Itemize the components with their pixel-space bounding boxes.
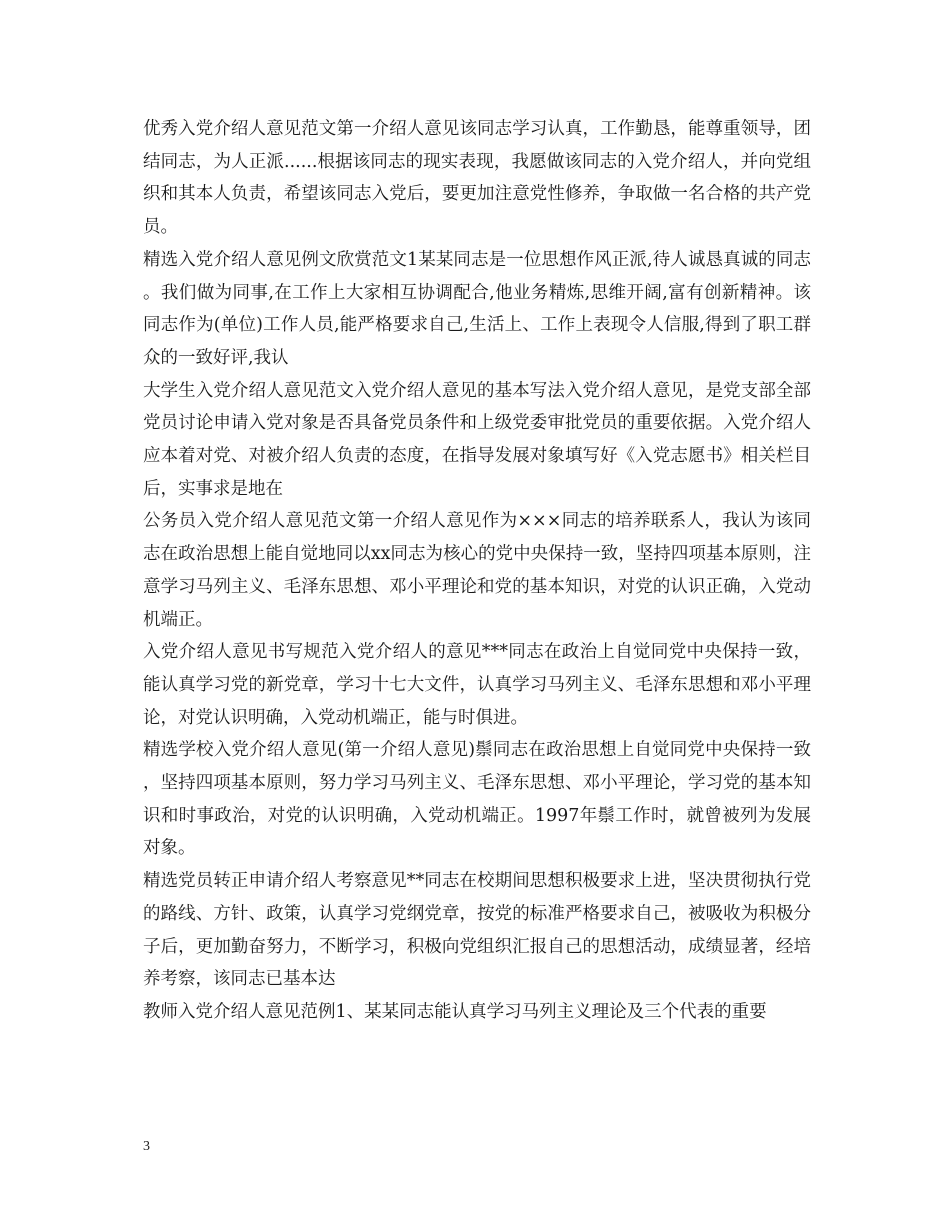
paragraph-2: 精选入党介绍人意见例文欣赏范文1某某同志是一位思想作风正派,待人诚恳真诚的同志。我们做为同事,在工作上大家相互协调配合,他业务精炼,思维开阔,富有创新精神。该同志作为(单位)工作人员,能严格要求自己,生活上、工作上表现令人信服,得到了职工群众的一致好评,我认 xyxy=(143,249,811,368)
document-body xyxy=(143,113,811,1029)
paragraph-8: 教师入党介绍人意见范例1、某某同志能认真学习马列主义理论及三个代表的重要 xyxy=(143,1001,767,1022)
page-number: 3 xyxy=(143,1139,150,1154)
paragraph-3: 大学生入党介绍人意见范文入党介绍人意见的基本写法入党介绍人意见，是党支部全部党员讨论申请入党对象是否具备党员条件和上级党委审批党员的重要依据。入党介绍人应本着对党、对被介绍人负责的态度，在指导发展对象填写好《入党志愿书》相关栏目后，实事求是地在 xyxy=(143,380,811,499)
paragraph-5: 入党介绍人意见书写规范入党介绍人的意见***同志在政治上自觉同党中央保持一致，能认真学习党的新党章，学习十七大文件，认真学习马列主义、毛泽东思想和邓小平理论，对党认识明确，入党动机端正，能与时俱进。 xyxy=(143,642,811,728)
paragraph-6: 精选学校入党介绍人意见(第一介绍人意见)鬃同志在政治思想上自觉同党中央保持一致，坚持四项基本原则，努力学习马列主义、毛泽东思想、邓小平理论，学习党的基本知识和时事政治，对党的认识明确，入党动机端正。1997年鬃工作时，就曾被列为发展对象。 xyxy=(143,740,811,859)
paragraph-4: 公务员入党介绍人意见范文第一介绍人意见作为×××同志的培养联系人，我认为该同志在政治思想上能自觉地同以xx同志为核心的党中央保持一致，坚持四项基本原则，注意学习马列主义、毛泽东思想、邓小平理论和党的基本知识，对党的认识正确，入党动机端正。 xyxy=(143,511,811,630)
paragraph-1: 优秀入党介绍人意见范文第一介绍人意见该同志学习认真，工作勤恳，能尊重领导，团结同志，为人正派......根据该同志的现实表现，我愿做该同志的入党介绍人，并向党组织和其本人负责，希望该同志入党后，要更加注意党性修养，争取做一名合格的共产党员。 xyxy=(143,119,811,238)
paragraph-7: 精选党员转正申请介绍人考察意见**同志在校期间思想积极要求上进，坚决贯彻执行党的路线、方针、政策，认真学习党纲党章，按党的标准严格要求自己，被吸收为积极分子后，更加勤奋努力，不断学习，积极向党组织汇报自己的思想活动，成绩显著，经培养考察，该同志已基本达 xyxy=(143,871,811,990)
